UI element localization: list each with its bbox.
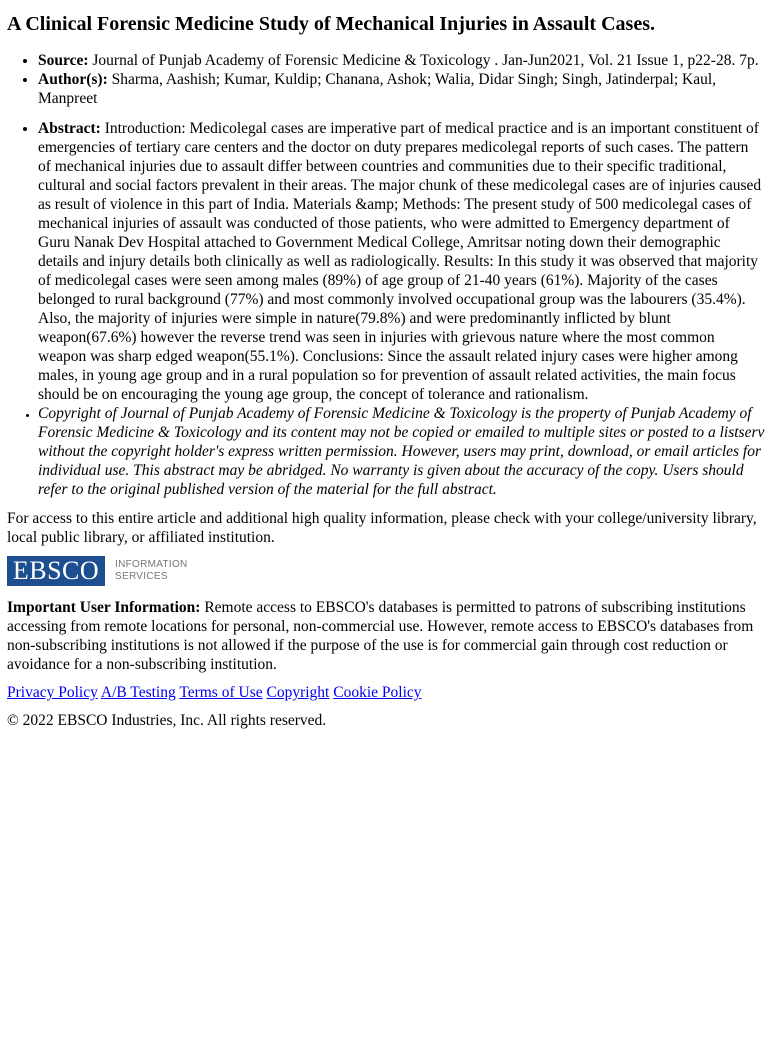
copyright-notice: • Copyright of Journal of Punjab Academy of Forensic Medicine & Toxicology is the property of Punjab Academy of Forensic Medicine & Toxicology and its content may not be copied or emailed to multiple sites or posted to a listserv without the copyright holder's express written permission. However, users may print, download, or email articles for individual use. This abstract may be abridged. No warranty is given about the accuracy of the copy. Users should refer to the original published version of the material for the full abstract. [38, 404, 765, 499]
copyright-footer: © 2022 EBSCO Industries, Inc. All rights reserved. [7, 712, 327, 729]
footer-links [7, 683, 765, 702]
authors-text: Sharma, Aashish; Kumar, Kuldip; Chanana, Ashok; Walia, Didar Singh; Singh, Jatinderpal; Kaul, Manpreet [38, 71, 717, 107]
authors-item [38, 70, 765, 108]
important-text: Remote access to EBSCO's databases is permitted to patrons of subscribing institutions accessing from remote locations for personal, non-commercial use. However, remote access to EBSCO's databases from non-subscribing institutions is not allowed if the purpose of the use is for commercial gain through cost reduction or avoidance for a non-subscribing institution. [7, 599, 754, 673]
ebsco-logo [7, 556, 765, 586]
abstract-text: Introduction: Medicolegal cases are imperative part of medical practice and is an important constituent of emergencies of tertiary care centers and the doctor on duty prepares medicolegal reports of such cases. The pattern of mechanical injuries due to assault differ between countries and communities due to their specific traditional, cultural and social factors prevalent in their areas. The major chunk of these medicolegal cases are of injuries caused as result of violence in this part of India. Materials &amp; Methods: The present study of 500 medicolegal cases of mechanical injuries of assault was conducted of those patients, who were admitted to Emergency department of Guru Nanak Dev Hospital attached to Government Medical College, Amritsar noting down their demographic details and injury details both clinically as well as radiologically. Results: In this study it was observed that majority of medicolegal cases were seen among males (89%) of age group of 21-40 years (61%). Majority of the cases belonged to rural background (77%) and most commonly involved occupational group was the labourers (35.4%). Also, the majority of injuries were simple in nature(79.8%) and were predominantly inflicted by blunt weapon(67.6%) however the reverse trend was seen in injuries with grievous nature where the most common weapon was sharp edged weapon(55.1%). Conclusions: Since the assault related injury cases were higher among males, in young age group and in a rural population so for prevention of assault related activities, the main focus should be on encouraging the young age group, the concept of tolerance and rationalism. [38, 120, 762, 403]
page [0, 13, 765, 730]
privacy-policy-link[interactable]: Privacy Policy [7, 684, 98, 701]
ebsco-logo-subtitle [115, 559, 188, 583]
abstract-label: Abstract: [38, 120, 101, 137]
source-item [38, 51, 765, 70]
authors-label: Author(s): [38, 71, 108, 88]
important-label: Important User Information: [7, 599, 201, 616]
terms-of-use-link[interactable]: Terms of Use [179, 684, 263, 701]
copyright-link[interactable]: Copyright [266, 684, 330, 701]
article-title: A Clinical Forensic Medicine Study of Mechanical Injuries in Assault Cases. [7, 13, 655, 35]
article-meta [7, 51, 765, 108]
abstract-list [7, 119, 765, 499]
logo-line-1: INFORMATION [115, 559, 188, 570]
ab-testing-link[interactable]: A/B Testing [100, 684, 176, 701]
ebsco-logo-mark: EBSCO [7, 556, 105, 586]
source-label: Source: [38, 52, 89, 69]
cookie-policy-link[interactable]: Cookie Policy [333, 684, 422, 701]
source-text: Journal of Punjab Academy of Forensic Medicine & Toxicology . Jan-Jun2021, Vol. 21 Issue 1, p22-28. 7p. [92, 52, 759, 69]
important-user-info [7, 598, 765, 674]
access-notice: For access to this entire article and additional high quality information, please check with your college/university library, local public library, or affiliated institution. [7, 510, 757, 546]
abstract-item [38, 119, 765, 404]
logo-line-2: SERVICES [115, 571, 168, 582]
